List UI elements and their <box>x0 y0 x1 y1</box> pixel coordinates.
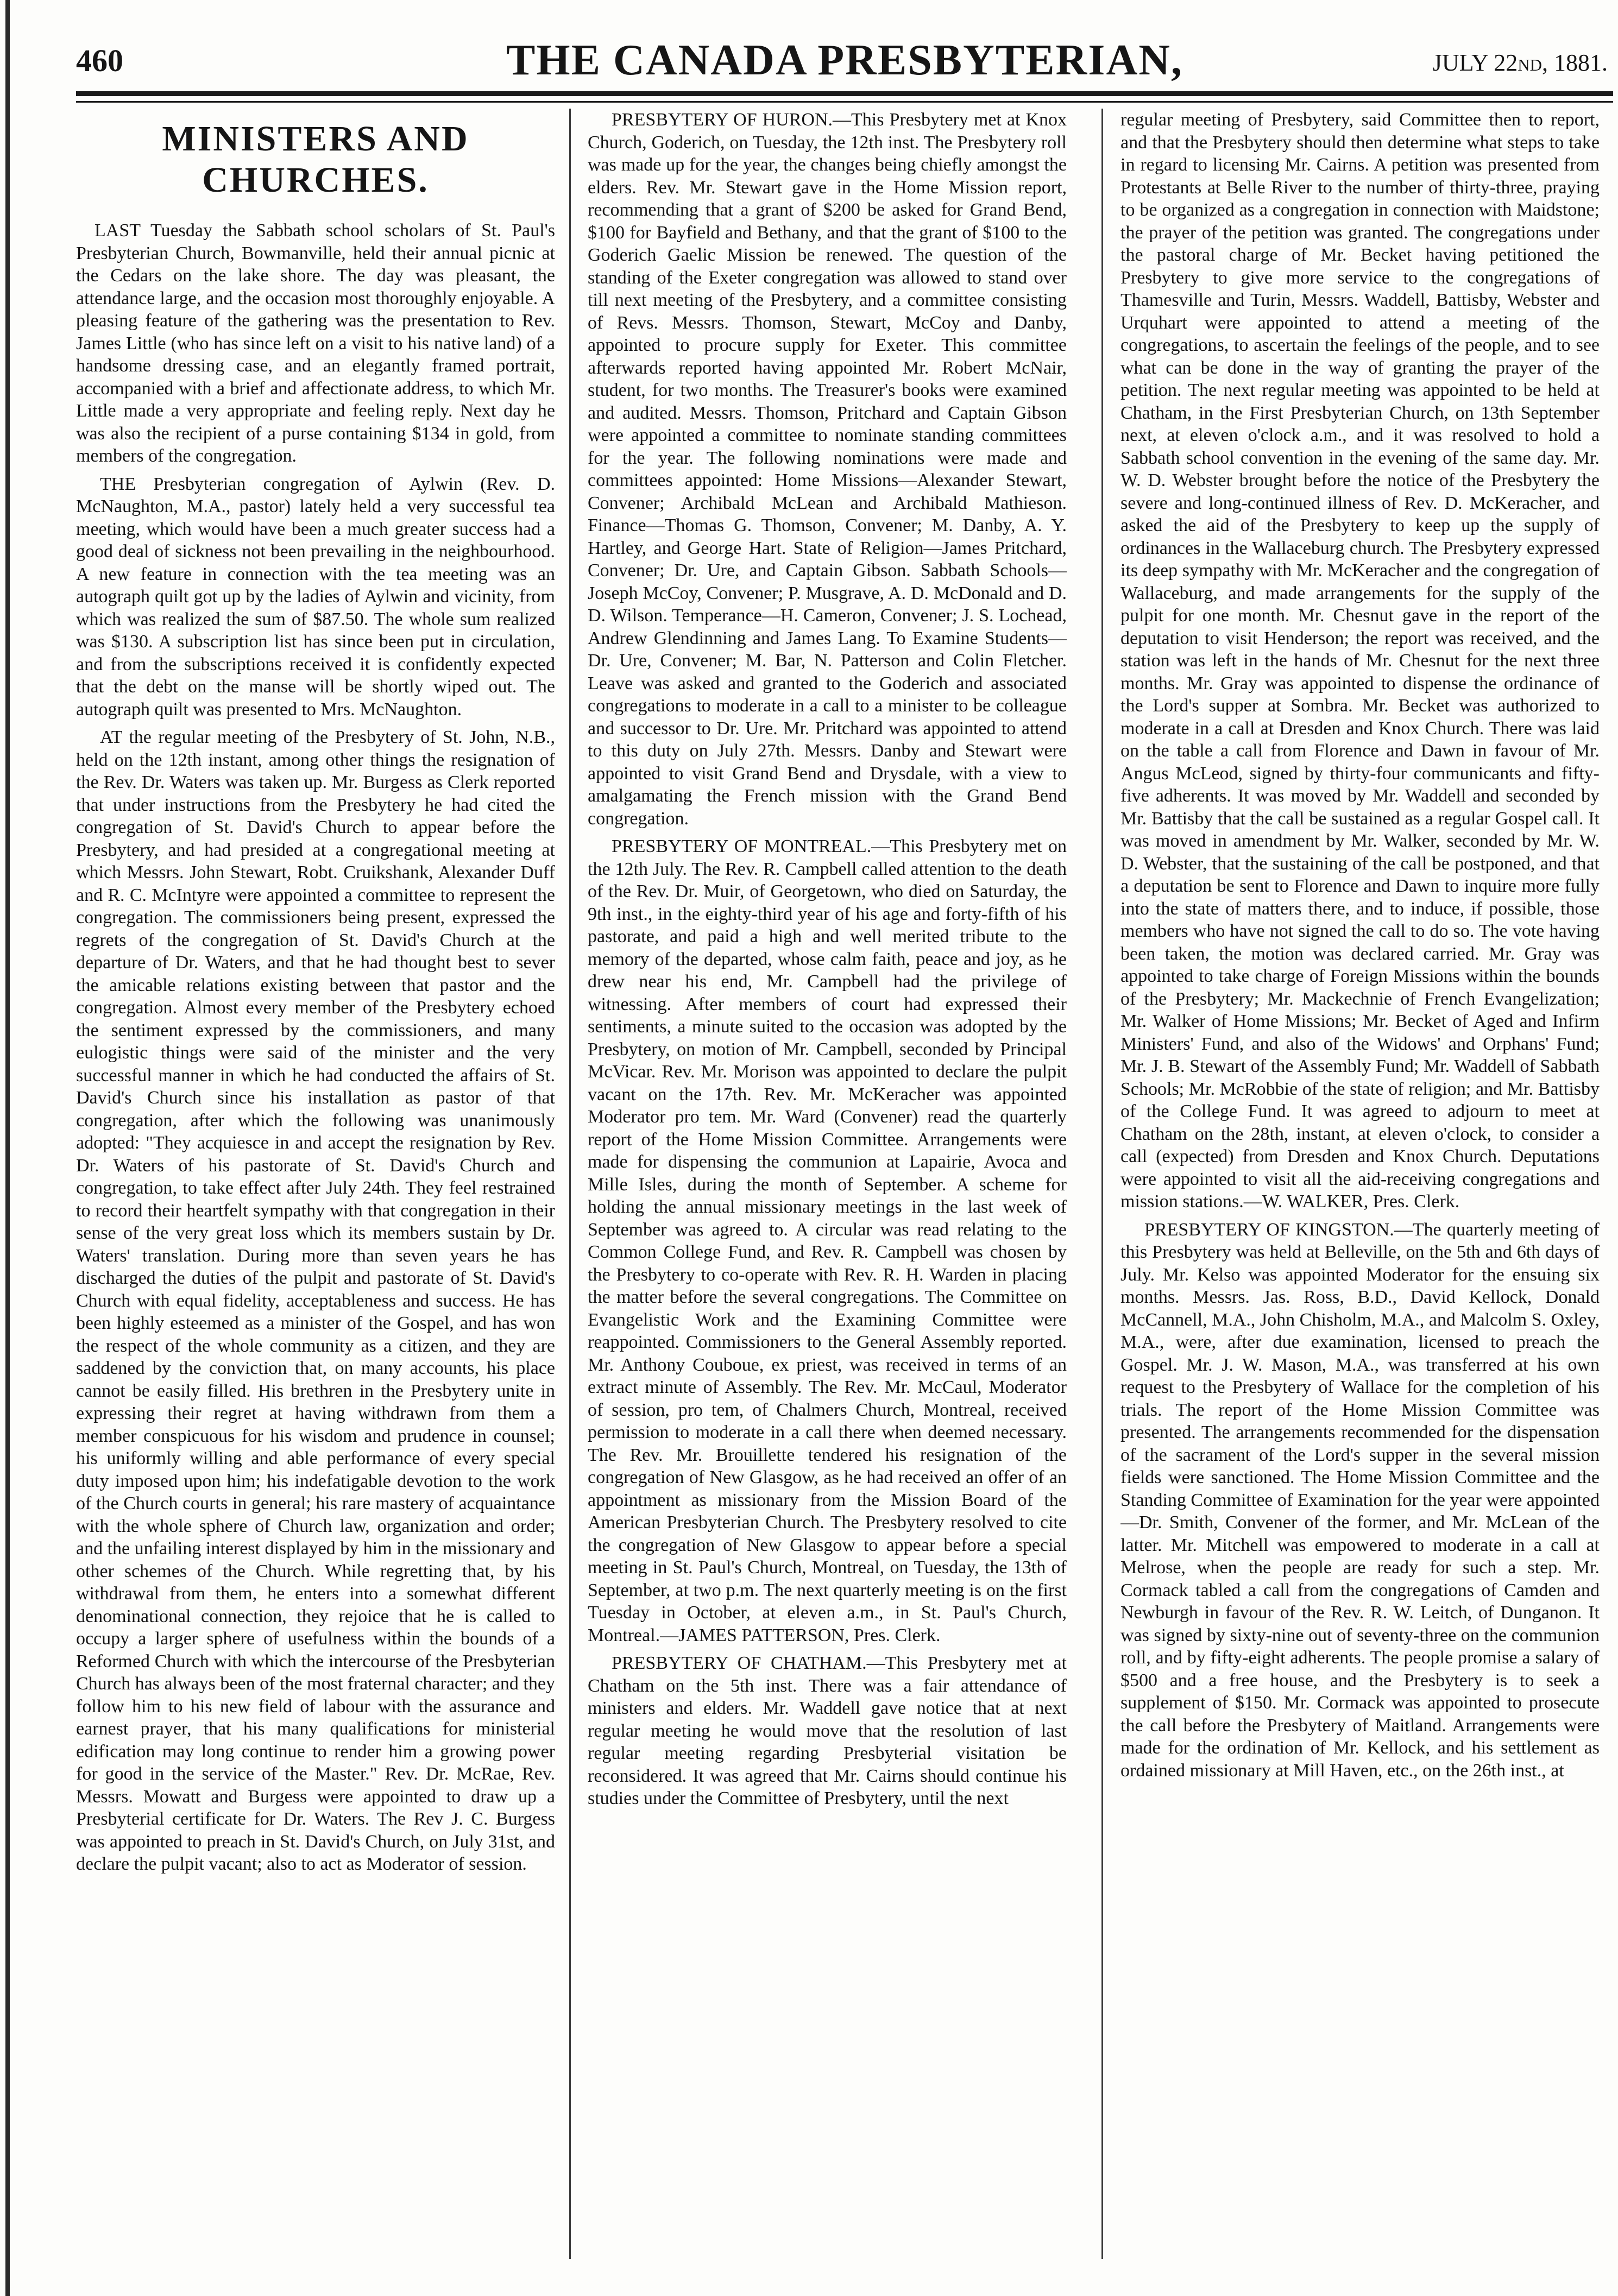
masthead <box>76 33 1613 98</box>
article-presbytery-chatham: PRESBYTERY OF CHATHAM.—This Presbytery met at Chatham on the 5th inst. There was a fair attendance of ministers and elders. Mr. Waddell gave notice that at next regular meeting he would move that the resolution of last regular meeting regarding Presbyterial visitation be reconsidered. It was agreed that Mr. Cairns should continue his studies under the Committee of Presbytery, until the next <box>588 1653 1067 1808</box>
newspaper-title: THE CANADA PRESBYTERIAN, <box>506 36 1183 84</box>
article-aylwin-tea-meeting: THE Presbyterian congregation of Aylwin (Rev. D. McNaughton, M.A., pastor) lately held a very successful tea meeting, which would have been a much greater success had a good deal of sickness not been prevailing in the neighbourhood. A new feature in connection with the tea meeting was an autograph quilt got up by the ladies of Aylwin and vicinity, from which was realized the sum of $87.50. The whole sum realized was $130. A subscription list has since been put in circulation, and from the subscriptions received it is confidently expected that the debt on the manse will be shortly wiped out. The autograph quilt was presented to Mrs. McNaughton. <box>76 474 555 720</box>
article-st-john-presbytery: AT the regular meeting of the Presbytery of St. John, N.B., held on the 12th instant, among other things the resignation of the Rev. Dr. Waters was taken up. Mr. Burgess as Clerk reported that under instructions from the Presbytery he had cited the congregation of St. David's Church to appear before the Presbytery, and had presided at a congregational meeting at which Messrs. John Stewart, Robt. Cruikshank, Alexander Duff and R. C. McIntyre were appointed a committee to represent the congregation. The commissioners being present, expressed the regrets of the congregation of St. David's Church at the departure of Dr. Waters, and that he had thought best to sever the amicable relations existing between that pastor and the congregation. Almost every member of the Presbytery echoed the sentiment expressed by the commissioners, and many eulogistic things were said of the minister and the very successful manner in which he had conducted the affairs of St. David's Church since his installation as pastor of that congregation, after which the following was unanimously adopted: "They acquiesce in and accept the resignation by Rev. Dr. Waters of his pastorate of St. David's Church and congregation, to take effect after July 24th. They feel restrained to record their heartfelt sympathy with that congregation in their sense of the very great loss which its members sustain by Dr. Waters' translation. During more than seven years he has discharged the duties of the pulpit and pastorate of St. David's Church with equal fidelity, acceptableness and success. He has been highly esteemed as a minister of the Gospel, and has won the respect of the whole community as a citizen, and they are saddened by the conviction that, on many accounts, his place cannot be easily filled. His brethren in the Presbytery unite in expressing their regret at having withdrawn from them a member conspicuous for his wisdom and prudence in counsel; his uniformly willing and able performance of every special duty imposed upon him; his indefatigable devotion to the work of the Church courts in general; his rare mastery of acquaintance with the whole sphere of Church law, organization and order; and the unfailing interest displayed by him in the missionary and other schemes of the Church. While regretting that, by his withdrawal from them, he enters into a somewhat different denominational connection, they rejoice that he is called to occupy a larger sphere of usefulness within the bounds of a Reformed Church with which the intercourse of the Presbyterian Church has always been of the most fraternal character; and they follow him to his new field of labour with the assurance and earnest prayer, that his many qualifications for ministerial edification may long continue to render him a growing power for good in the service of the Master." Rev. Dr. McRae, Rev. Messrs. Mowatt and Burgess were appointed to draw up a Presbyterial certificate for Dr. Waters. The Rev J. C. Burgess was appointed to preach in St. David's Church, on July 31st, and declare the pulpit vacant; also to act as Moderator of session. <box>76 727 555 1874</box>
column-3 <box>1120 109 1600 2259</box>
article-presbytery-montreal: PRESBYTERY OF MONTREAL.—This Presbytery met on the 12th July. The Rev. R. Campbell called attention to the death of the Rev. Dr. Muir, of Georgetown, who died on Saturday, the 9th inst., in the eighty-third year of his age and forty-fifth of his pastorate, and paid a high and well merited tribute to the memory of the departed, whose calm faith, peace and joy, as he drew near his end, Mr. Campbell had the privilege of witnessing. After members of court had expressed their sentiments, a minute suited to the occasion was adopted by the Presbytery, on motion of Mr. Campbell, seconded by Principal McVicar. Rev. Mr. Morison was appointed to declare the pulpit vacant on the 17th. Rev. Mr. McKeracher was appointed Moderator pro tem. Mr. Ward (Convener) read the quarterly report of the Home Mission Committee. Arrangements were made for dispensing the communion at Lapairie, Avoca and Mille Isles, during the month of September. A scheme for holding the annual missionary meetings in the last week of September was agreed to. A circular was read relating to the Common College Fund, and Rev. R. Campbell was chosen by the Presbytery to co-operate with Rev. R. H. Warden in placing the matter before the several congregations. The Committee on Evangelistic Work and the Examining Committee were reappointed. Commissioners to the General Assembly reported. Mr. Anthony Couboue, ex priest, was received in terms of an extract minute of Assembly. The Rev. Mr. McCaul, Moderator of session, pro tem, of Chalmers Church, Montreal, received permission to moderate in a call there when deemed necessary. The Rev. Mr. Brouillette tendered his resignation of the congregation of New Glasgow, as he had received an offer of an appointment as missionary from the Mission Board of the American Presbyterian Church. The Presbytery resolved to cite the congregation of New Glasgow to appear before a special meeting in St. Paul's Church, Montreal, on Tuesday, the 13th of September, at two p.m. The next quarterly meeting is on the first Tuesday in October, at eleven a.m., in St. Paul's Church, Montreal.—JAMES PATTERSON, Pres. Clerk. <box>588 836 1067 1645</box>
masthead-rule-thin <box>76 101 1613 103</box>
section-title: MINISTERS AND CHURCHES. <box>162 119 469 200</box>
page-number: 460 <box>76 43 123 78</box>
article-presbytery-kingston: PRESBYTERY OF KINGSTON.—The quarterly meeting of this Presbytery was held at Belleville, on the 5th and 6th days of July. Mr. Kelso was appointed Moderator for the ensuing six months. Messrs. Jas. Ross, B.D., David Kellock, Donald McCannell, M.A., John Chisholm, M.A., and Malcolm S. Oxley, M.A., were, after due examination, licensed to preach the Gospel. Mr. J. W. Mason, M.A., was transferred at his own request to the Presbytery of Wallace for the completion of his trials. The report of the Home Mission Committee was presented. The arrangements recommended for the dispensation of the sacrament of the Lord's supper in the several mission fields were sanctioned. The Home Mission Committee and the Standing Committee of Examination for the year were appointed—Dr. Smith, Convener of the former, and Mr. McLean of the latter. Mr. Mitchell was empowered to moderate in a call at Melrose, when the people are ready for such a step. Mr. Cormack tabled a call from the congregations of Camden and Newburgh in favour of the Rev. R. W. Leitch, of Dunganon. It was signed by sixty-nine out of seventy-three on the communion roll, and by fifty-eight adherents. The people promise a salary of $500 and a free house, and the Presbytery is to seek a supplement of $150. Mr. Cormack was appointed to prosecute the call before the Presbytery of Maitland. Arrangements were made for the ordination of Mr. Kellock, and his settlement as ordained missionary at Mill Haven, etc., on the 26th inst., at <box>1120 1219 1600 1781</box>
column-divider <box>569 109 571 2259</box>
column-1 <box>76 109 555 2259</box>
column-divider <box>1101 109 1103 2259</box>
article-presbytery-chatham-continued: regular meeting of Presbytery, said Committee then to report, and that the Presbytery should then determine what steps to take in regard to licensing Mr. Cairns. A petition was presented from Protestants at Belle River to the number of thirty-three, praying to be organized as a congregation in connection with Maidstone; the prayer of the petition was granted. The congregations under the pastoral charge of Mr. Becket having petitioned the Presbytery to give more service to the congregations of Thamesville and Turin, Messrs. Waddell, Battisby, Webster and Urquhart were appointed to attend a meeting of the congregations, to ascertain the feelings of the people, and to see what can be done in the way of granting the prayer of the petition. The next regular meeting was appointed to be held at Chatham, in the First Presbyterian Church, on 13th September next, at eleven o'clock a.m., and it was resolved to hold a Sabbath school convention in the evening of the same day. Mr. W. D. Webster brought before the notice of the Presbytery the severe and long-continued illness of Rev. D. McKeracher, and asked the aid of the Presbytery to keep up the supply of ordinances in the Wallaceburg church. The Presbytery expressed its deep sympathy with Mr. McKeracher and the congregation of Wallaceburg, and made arrangements for the supply of the pulpit for one month. Mr. Chesnut gave in the report of the deputation to visit Henderson; the report was received, and the station was left in the hands of Mr. Chesnut for the next three months. Mr. Gray was appointed to dispense the ordinance of the Lord's supper at Sombra. Mr. Becket was authorized to moderate in a call at Dresden and Knox Church. There was laid on the table a call from Florence and Dawn in favour of Mr. Angus McLeod, signed by thirty-four communicants and fifty-five adherents. It was moved by Mr. Waddell and seconded by Mr. Battisby that the call be sustained as a regular Gospel call. It was moved in amendment by Mr. Walker, seconded by Mr. W. D. Webster, that the sustaining of the call be postponed, and that a deputation be sent to Florence and Dawn to inquire more fully into the state of matters there, and to induce, if possible, those members who have not signed the call to do so. The vote having been taken, the motion was declared carried. Mr. Gray was appointed to take charge of Foreign Missions within the bounds of the Presbytery; Mr. Mackechnie of French Evangelization; Mr. Walker of Home Missions; Mr. Becket of Aged and Infirm Ministers' Fund, and also of the Widows' and Orphans' Fund; Mr. J. B. Stewart of the Assembly Fund; Mr. Waddell of Sabbath Schools; Mr. McRobbie of the state of religion; and Mr. Battisby of the College Fund. It was agreed to adjourn to meet at Chatham on the 28th, instant, at eleven o'clock, to consider a call (expected) from Dresden and Knox Church. Deputations were appointed to visit all the aid-receiving congregations and mission stations.—W. WALKER, Pres. Clerk. <box>1120 110 1600 1212</box>
masthead-rule-thick <box>76 91 1613 96</box>
page-edge-rule <box>5 0 10 2296</box>
article-presbytery-huron: PRESBYTERY OF HURON.—This Presbytery met at Knox Church, Goderich, on Tuesday, the 12th inst. The Presbytery roll was made up for the year, the changes being chiefly amongst the elders. Rev. Mr. Stewart gave in the Home Mission report, recommending that a grant of $200 be asked for Grand Bend, $100 for Bayfield and Bethany, and that the grant of $100 to the Goderich Gaelic Mission be renewed. The question of the standing of the Exeter congregation was allowed to stand over till next meeting of the Presbytery, and a committee consisting of Revs. Messrs. Thomson, Stewart, McCoy and Danby, appointed to procure supply for Exeter. This committee afterwards reported having appointed Mr. Robert McNair, student, for two months. The Treasurer's books were examined and audited. Messrs. Thomson, Pritchard and Captain Gibson were appointed a committee to nominate standing committees for the year. The following nominations were made and committees appointed: Home Missions—Alexander Stewart, Convener; Archibald McLean and Archibald Mathieson. Finance—Thomas G. Thomson, Convener; M. Danby, A. Y. Hartley, and George Hart. State of Religion—James Pritchard, Convener; Dr. Ure, and Captain Gibson. Sabbath Schools—Joseph McCoy, Convener; P. Musgrave, A. D. McDonald and D. D. Wilson. Temperance—H. Cameron, Convener; J. S. Lochead, Andrew Glendinning and James Lang. To Examine Students—Dr. Ure, Convener; M. Bar, N. Patterson and Colin Fletcher. Leave was asked and granted to the Goderich and associated congregations to moderate in a call to a minister to be colleague and successor to Dr. Ure. Mr. Pritchard was appointed to attend to this duty on July 27th. Messrs. Danby and Stewart were appointed to visit Grand Bend and Drysdale, with a view to amalgamating the French mission with the Grand Bend congregation. <box>588 110 1067 829</box>
column-2 <box>588 109 1067 2259</box>
issue-date: JULY 22nd, 1881. <box>1432 49 1608 76</box>
article-bowmanville-picnic: LAST Tuesday the Sabbath school scholars of St. Paul's Presbyterian Church, Bowmanville, held their annual picnic at the Cedars on the lake shore. The day was pleasant, the attendance large, and the occasion most thoroughly enjoyable. A pleasing feature of the gathering was the presentation to Rev. James Little (who has since left on a visit to his native land) of a handsome dressing case, and an elegantly framed portrait, accompanied with a brief and affectionate address, to which Mr. Little made a very appropriate and feeling reply. Next day he was also the recipient of a purse containing $134 in gold, from members of the congregation. <box>76 220 555 466</box>
